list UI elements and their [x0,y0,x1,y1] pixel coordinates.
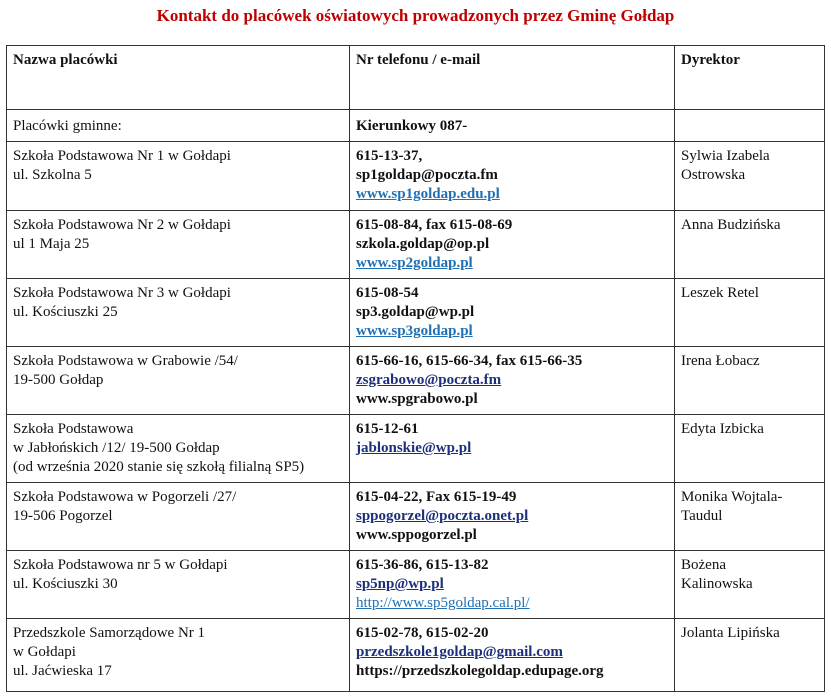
institution-name [7,211,350,279]
table-row [7,211,825,279]
contacts-table [6,45,825,692]
table-row [7,279,825,347]
table-row [7,551,825,619]
phone-number: 615-08-54 [356,285,419,301]
website-link[interactable]: www.sp1goldap.edu.pl [356,186,500,202]
institution-name [7,279,350,347]
director-line: Ostrowska [681,167,746,183]
director-cell [675,619,825,692]
director-cell [675,211,825,279]
table-header-row [7,46,825,110]
website-text: https://przedszkolegoldap.edupage.org [356,663,604,679]
director-line: Edyta Izbicka [681,421,764,437]
contact-cell [350,142,675,211]
institution-name [7,551,350,619]
website-link[interactable]: www.sp3goldap.pl [356,323,473,339]
phone-number: 615-04-22, Fax 615-19-49 [356,489,517,505]
contact-cell [350,619,675,692]
director-cell [675,142,825,211]
phone-number: 615-36-86, 615-13-82 [356,557,489,573]
email-link[interactable]: jablonskie@wp.pl [356,440,472,456]
email-link[interactable]: zsgrabowo@poczta.fm [356,372,502,388]
email-text: szkola.goldap@op.pl [356,236,490,252]
name-line: w Gołdapi [13,644,76,660]
name-line: Szkoła Podstawowa Nr 2 w Gołdapi [13,217,231,233]
director-line: Kalinowska [681,576,753,592]
phone-number: 615-08-84, fax 615-08-69 [356,217,513,233]
address-line: ul. Jaćwieska 17 [13,663,112,679]
email-link[interactable]: sp5np@wp.pl [356,576,444,592]
intro-director [675,110,825,142]
phone-number: 615-66-16, 615-66-34, fax 615-66-35 [356,353,583,369]
email-link[interactable]: sppogorzel@poczta.onet.pl [356,508,529,524]
intro-row [7,110,825,142]
contact-cell [350,415,675,483]
address-line: ul. Kościuszki 30 [13,576,118,592]
website-text: www.spgrabowo.pl [356,391,478,407]
note-line: (od września 2020 stanie się szkołą filialną SP5) [13,459,305,475]
email-link[interactable]: przedszkole1goldap@gmail.com [356,644,563,660]
website-link[interactable]: www.sp2goldap.pl [356,255,473,271]
director-cell [675,415,825,483]
director-cell [675,347,825,415]
address-line: ul 1 Maja 25 [13,236,90,252]
email-text: sp1goldap@poczta.fm [356,167,498,183]
intro-name: Placówki gminne: [7,110,350,142]
name-line: Szkoła Podstawowa Nr 1 w Gołdapi [13,148,231,164]
name-line: Szkoła Podstawowa nr 5 w Gołdapi [13,557,228,573]
header-director: Dyrektor [675,46,825,110]
address-line: ul. Kościuszki 25 [13,304,118,320]
institution-name [7,347,350,415]
director-line: Leszek Retel [681,285,759,301]
name-line: Szkoła Podstawowa Nr 3 w Gołdapi [13,285,231,301]
director-cell [675,551,825,619]
address-line: w Jabłońskich /12/ 19-500 Gołdap [13,440,220,456]
contact-cell [350,551,675,619]
email-text: sp3.goldap@wp.pl [356,304,475,320]
address-line: ul. Szkolna 5 [13,167,92,183]
website-text: www.sppogorzel.pl [356,527,477,543]
director-line: Bożena [681,557,726,573]
contact-cell [350,211,675,279]
page-title: Kontakt do placówek oświatowych prowadzonych przez Gminę Gołdap [156,6,675,25]
table-row [7,619,825,692]
contact-cell [350,483,675,551]
name-line: Przedszkole Samorządowe Nr 1 [13,625,206,641]
director-cell [675,279,825,347]
director-cell [675,483,825,551]
table-row [7,483,825,551]
director-line: Irena Łobacz [681,353,760,369]
website-link[interactable]: http://www.sp5goldap.cal.pl/ [356,595,530,611]
header-contact: Nr telefonu / e-mail [350,46,675,110]
institution-name [7,415,350,483]
institution-name [7,483,350,551]
table-row [7,415,825,483]
address-line: 19-506 Pogorzel [13,508,113,524]
phone-number: 615-12-61 [356,421,419,437]
phone-number: 615-02-78, 615-02-20 [356,625,489,641]
director-line: Taudul [681,508,723,524]
table-row [7,142,825,211]
institution-name [7,142,350,211]
name-line: Szkoła Podstawowa [13,421,134,437]
contact-cell [350,347,675,415]
phone-number: 615-13-37, [356,148,423,164]
institution-name [7,619,350,692]
director-line: Sylwia Izabela [681,148,770,164]
contact-cell [350,279,675,347]
director-line: Monika Wojtala- [681,489,783,505]
name-line: Szkoła Podstawowa w Grabowie /54/ [13,353,238,369]
address-line: 19-500 Gołdap [13,372,104,388]
director-line: Jolanta Lipińska [681,625,780,641]
name-line: Szkoła Podstawowa w Pogorzeli /27/ [13,489,237,505]
director-line: Anna Budzińska [681,217,781,233]
header-name: Nazwa placówki [7,46,350,110]
area-code: Kierunkowy 087- [350,110,675,142]
table-row [7,347,825,415]
